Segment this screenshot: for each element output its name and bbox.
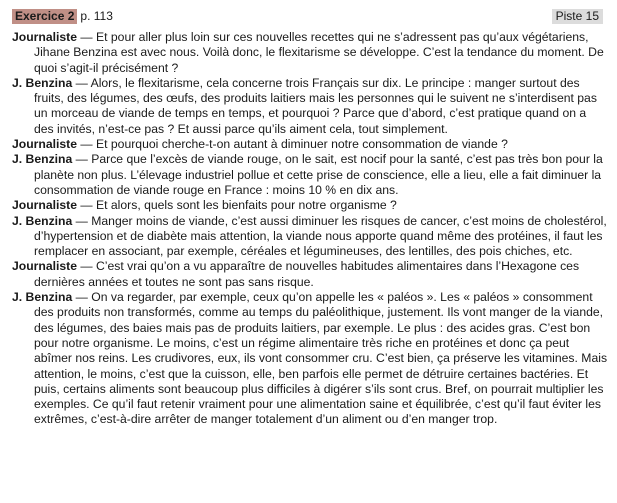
speech-text: — Alors, le flexitarisme, cela concerne trois Français sur dix. Le principe : manger surtout des fruits, des légumes, des œufs, des produits laitiers mais les personnes qui le suivent ne s’interdisent pas un morceau de viande de temps en temps, et pourquoi ? Parce que d’abord, c’est pratique quand on a des invités, n’est-ce pas ? Et aussi parce qu’ils aiment cela, tout simplement. bbox=[34, 75, 597, 136]
speech-text: — Manger moins de viande, c’est aussi diminuer les risques de cancer, c’est moins de cholestérol, d’hypertension et de diabète mais attention, la viande nous apporte quand même des protéines, il faut les remplacer en associant, par exemple, céréales et légumineuses, des lentilles, des pois chiches, etc. bbox=[34, 213, 607, 259]
exercise-reference bbox=[12, 9, 113, 24]
page-reference: p. 113 bbox=[80, 9, 113, 23]
speech-text: — Et pourquoi cherche-t-on autant à diminuer notre consommation de viande ? bbox=[80, 137, 508, 152]
transcript bbox=[12, 30, 609, 428]
speaker-name: Journaliste bbox=[12, 30, 78, 44]
speaker-name: J. Benzina bbox=[12, 152, 73, 167]
speech-text: — On va regarder, par exemple, ceux qu’on appelle les « paléos ». Les « paléos » consomment des produits non transformés, comme au temps du paléolithique, justement. Ils vont manger de la viande, des légumes, des baies mais pas de produits laitiers, par exemple. Le plus : des acides gras. C’est bon pour notre organisme. Le moins, c’est un régime alimentaire très riche en protéines et donc ça peut abîmer nos reins. Les crudivores, eux, ils vont consommer cru. C’est bien, ça préserve les vitamines. Mais attention, le moins, c’est que la cuisson, elle, ben parfois elle permet de détruire certaines bactéries. Et puis, certains aliments sont beaucoup plus difficiles à digérer s’ils sont crus. Bref, on pourrait multiplier les exemples. Ce qu’il faut retenir vraiment pour une alimentation saine et équilibrée, c’est qu’il faut éviter les extrêmes, c’est-à-dire arrêter de manger totalement d’un aliment ou d’en manger trop. bbox=[34, 290, 608, 427]
transcript-line bbox=[12, 137, 609, 152]
speaker-name: J. Benzina bbox=[12, 213, 73, 228]
speech-text: — Et pour aller plus loin sur ces nouvelles recettes qui ne s’adressent pas qu’aux végétariens, Jihane Benzina est avec nous. Voilà donc, le flexitarisme se développe. C’est la tendance du moment. De quoi s’agit-il précisément ? bbox=[34, 30, 604, 75]
exercise-label: Exercice 2 bbox=[12, 9, 77, 24]
transcript-line bbox=[12, 152, 609, 198]
transcript-line bbox=[12, 76, 609, 137]
speaker-name: J. Benzina bbox=[12, 290, 73, 305]
transcript-line bbox=[12, 259, 609, 290]
exercise-header bbox=[12, 6, 609, 30]
speech-text: — Parce que l’excès de viande rouge, on le sait, est nocif pour la santé, c’est pas très bon pour la planète non plus. L’élevage industriel pollue et cette prise de conscience, elle a lieu, elle a fait diminuer la consommation de viande rouge en France : moins 10 % en dix ans. bbox=[34, 152, 603, 197]
transcript-line bbox=[12, 214, 609, 260]
speaker-name: Journaliste bbox=[12, 198, 78, 213]
speaker-name: Journaliste bbox=[12, 137, 78, 152]
speech-text: — C’est vrai qu’on a vu apparaître de nouvelles habitudes alimentaires dans l’Hexagone ces dernières années et toutes ne sont pas sans risque. bbox=[34, 259, 580, 289]
transcript-line bbox=[12, 30, 609, 76]
speaker-name: Journaliste bbox=[12, 259, 78, 274]
speaker-name: J. Benzina bbox=[12, 75, 73, 90]
speech-text: — Et alors, quels sont les bienfaits pour notre organisme ? bbox=[80, 198, 397, 213]
track-label: Piste 15 bbox=[552, 9, 603, 24]
transcript-line bbox=[12, 290, 609, 428]
transcript-line bbox=[12, 198, 609, 213]
